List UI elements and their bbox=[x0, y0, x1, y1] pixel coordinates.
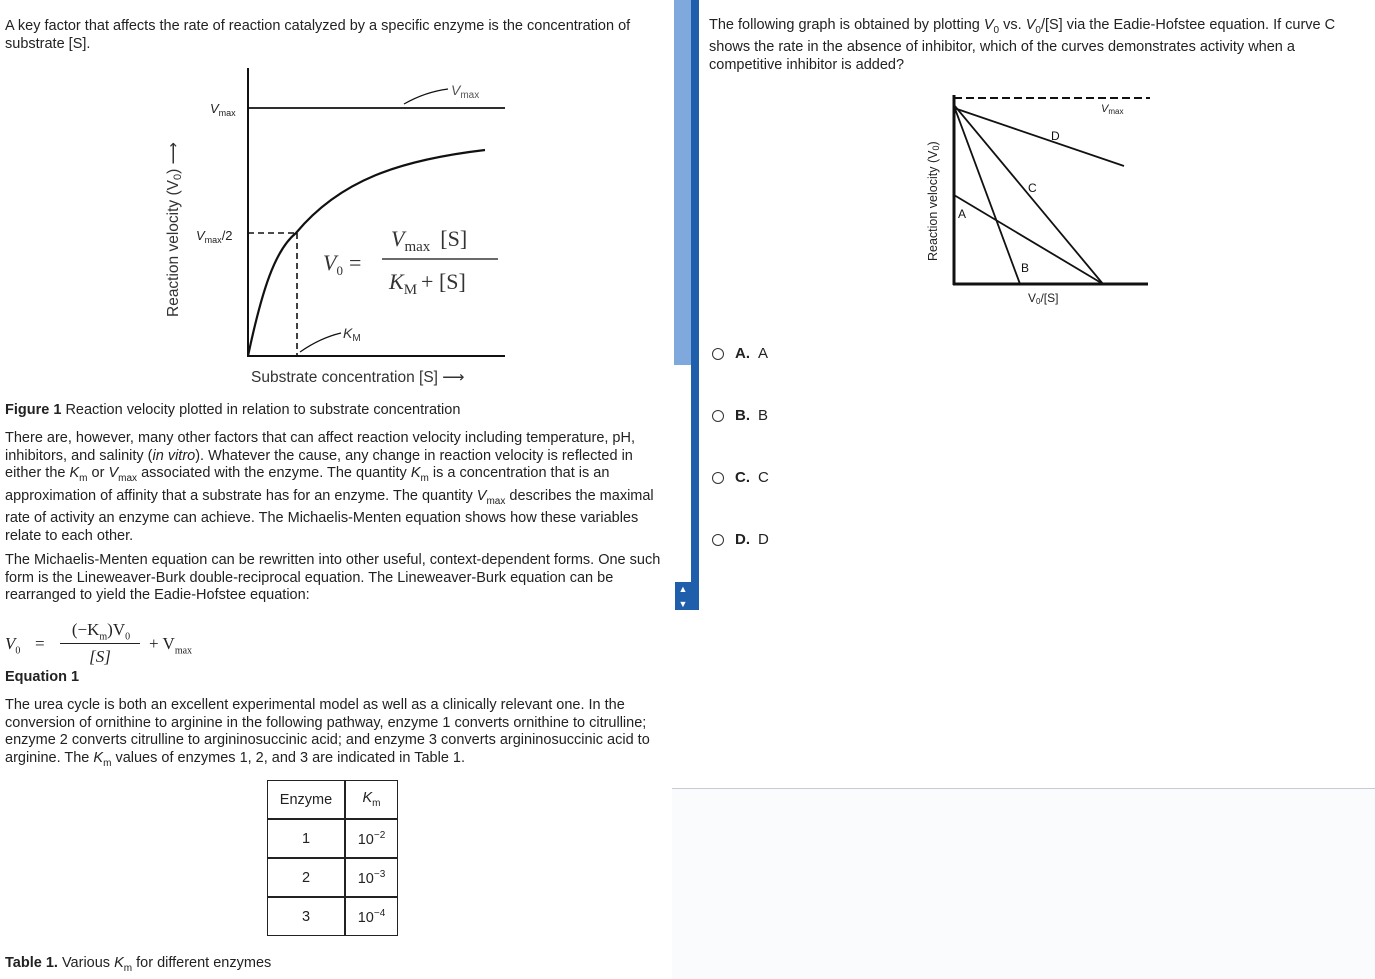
eadie-hofstee-paragraph: The Michaelis-Menten equation can be rewritten into other useful, context-dependent forms. One such form is the Lineweaver-Burk double-reciprocal equation. The Lineweaver-Burk equation can be rearranged to yield the Eadie-Hofstee equation: bbox=[5, 552, 661, 604]
fig1-vmax-label: $V_{max}$ bbox=[210, 101, 236, 118]
header-enzyme: Enzyme bbox=[267, 780, 345, 819]
option-d-radio[interactable] bbox=[712, 534, 724, 546]
curve-b-label: B bbox=[1021, 261, 1030, 275]
figure-1-caption: Figure 1 Reaction velocity plotted in relation to substrate concentration bbox=[5, 402, 461, 418]
figure-1-michaelis-menten-graph bbox=[150, 62, 530, 392]
curve-d-label: D bbox=[1051, 129, 1060, 143]
scroll-up-button[interactable]: ▲ bbox=[678, 583, 688, 594]
option-a-radio[interactable] bbox=[712, 348, 724, 360]
header-km: $K_m$ bbox=[345, 780, 398, 819]
option-c[interactable]: C. C bbox=[712, 469, 769, 486]
fig1-km-pointer bbox=[300, 333, 341, 352]
urea-cycle-paragraph: The urea cycle is both an excellent experimental model as well as a clinically relevant one. In the conversion of ornithine to arginine in the following pathway, enzyme 1 converts ornithine to citrulline; enzyme 2 converts citrulline to argininosuccinic acid; and enzyme 3 converts argininosuccinic acid to arginine. The $K_m$ values of enzymes 1, 2, and 3 are indicated in Table 1. bbox=[5, 697, 650, 769]
factors-paragraph: There are, however, many other factors that can affect reaction velocity including temperature, pH, inhibitors, and salinity (in vitro). Whatever the cause, any change in reaction velocity is reflected in either the $K_m$ or $V_{max}$ associated with the enzyme. The quantity $K_m$ is a concentration that is an approximation of affinity that a substrate has for an enzyme. The quantity $V_{max}$ describes the maximal rate of activity an enzyme can achieve. The Michaelis-Menten equation shows how these variables relate to each other. bbox=[5, 430, 654, 544]
table-1-km-values bbox=[267, 780, 398, 936]
option-a[interactable]: A. A bbox=[712, 345, 768, 362]
fig1-half-vmax-label: $V_{max}/2$ bbox=[196, 228, 233, 245]
scroll-down-button[interactable]: ▼ bbox=[678, 598, 688, 609]
fig1-y-axis-label: Reaction velocity (V0) ⟶ bbox=[165, 142, 184, 317]
option-c-radio[interactable] bbox=[712, 472, 724, 484]
table-row: 3 $10^{-4}$ bbox=[267, 897, 398, 936]
table-header-row bbox=[267, 780, 398, 819]
option-b[interactable]: B. B bbox=[712, 407, 768, 424]
option-d[interactable]: D. D bbox=[712, 531, 769, 548]
table-1-caption: Table 1. Various $K_m$ for different enzymes bbox=[5, 955, 272, 974]
fig1-eq-numerator: $V_{max}$ [S] bbox=[391, 226, 468, 255]
question-divider-line bbox=[672, 788, 1375, 789]
question-stem: The following graph is obtained by plotting $V_0$ vs. $V_0/[S]$ via the Eadie-Hofstee equation. If curve C shows the rate in the absence of inhibitor, which of the curves demonstrates activity when a competitive inhibitor is added? bbox=[709, 17, 1336, 74]
fig1-vmax-pointer bbox=[404, 89, 448, 104]
panel-scrollbar-track[interactable] bbox=[674, 365, 691, 580]
curve-c-label: C bbox=[1028, 181, 1037, 195]
curve-b-line bbox=[954, 106, 1020, 284]
graph2-y-axis-label: Reaction velocity (V0) bbox=[926, 141, 941, 261]
fig1-curve bbox=[248, 150, 485, 356]
intro-paragraph: A key factor that affects the rate of reaction catalyzed by a specific enzyme is the concentration of substrate [S]. bbox=[5, 18, 631, 52]
table-row: 1 $10^{-2}$ bbox=[267, 819, 398, 858]
panel-scrollbar-thumb[interactable] bbox=[674, 0, 691, 365]
graph2-x-axis-label: V0/[S] bbox=[1028, 291, 1059, 306]
scroll-buttons bbox=[675, 582, 691, 610]
equation-1-label: Equation 1 bbox=[5, 669, 80, 685]
curve-a-label: A bbox=[958, 207, 967, 221]
fig1-vmax-curve-label: $V_{max}$ bbox=[451, 82, 480, 101]
fig1-km-label: $K_M$ bbox=[343, 325, 361, 344]
passage-panel: A key factor that affects the rate of reaction catalyzed by a specific enzyme is the concentration of substrate [S]. $V_{max}$ $V_{max}/2$ $V_{max}$ $K_M$ Substrate concentration [S] ⟶ Reaction velocity (V0) ⟶ $V_0$ = $V_{max}$ [S] $K_M + [S]$ Figure 1 Reaction velocity plotted in relation to substrate concentration There are, however, many other factors that can affect reaction velocity including temperature, pH, inhibitors, and salinity (in vitro). Whatever the cause, any change in reaction velocity is reflected in either the $K_m$ or $V_{max}$ associated with the enzyme. The quantity $K_m$ is a concentration that is an approximation of affinity that a substrate has for an enzyme. The quantity $V_{max}$ describes the maximal rate of activity an enzyme can achieve. The Michaelis-Menten equation shows how these variables relate to each other. The Michaelis-Menten equation can be rewritten into other useful, context-dependent forms. One such form is the Lineweaver-Burk double-reciprocal equation. The Lineweaver-Burk equation can be rearranged to yield the Eadie-Hofstee equation: $V_0$ = $(-K_m)V_0$ [S] + $V_{max}$ Equation 1 The urea cycle is both an excellent experimental model as well as a clinically relevant one. In the conversion of ornithine to arginine in the following pathway, enzyme 1 converts ornithine to citrulline; enzyme 2 converts citrulline to argininosuccinic acid; and enzyme 3 converts argininosuccinic acid to arginine. The $K_m$ values of enzymes 1, 2, and 3 are indicated in Table 1. Enzyme $K_m$ 1 $10^{-2}$ 2 $10^{-3}$ 3 $10^{-4}$ Table 1. Various $K_m$ for different enzymes bbox=[0, 0, 672, 979]
lower-blank-area bbox=[672, 789, 1375, 979]
eadie-hofstee-graph bbox=[915, 88, 1155, 308]
fig1-eq-denominator: $K_M + [S]$ bbox=[389, 269, 466, 298]
fig1-x-axis-label: Substrate concentration [S] ⟶ bbox=[251, 369, 465, 386]
option-b-radio[interactable] bbox=[712, 410, 724, 422]
table-row: 2 $10^{-3}$ bbox=[267, 858, 398, 897]
fig1-eq-lhs: $V_0$ = bbox=[323, 250, 362, 278]
graph2-vmax-label: Vmax bbox=[1101, 103, 1124, 116]
panel-divider[interactable] bbox=[691, 0, 699, 610]
